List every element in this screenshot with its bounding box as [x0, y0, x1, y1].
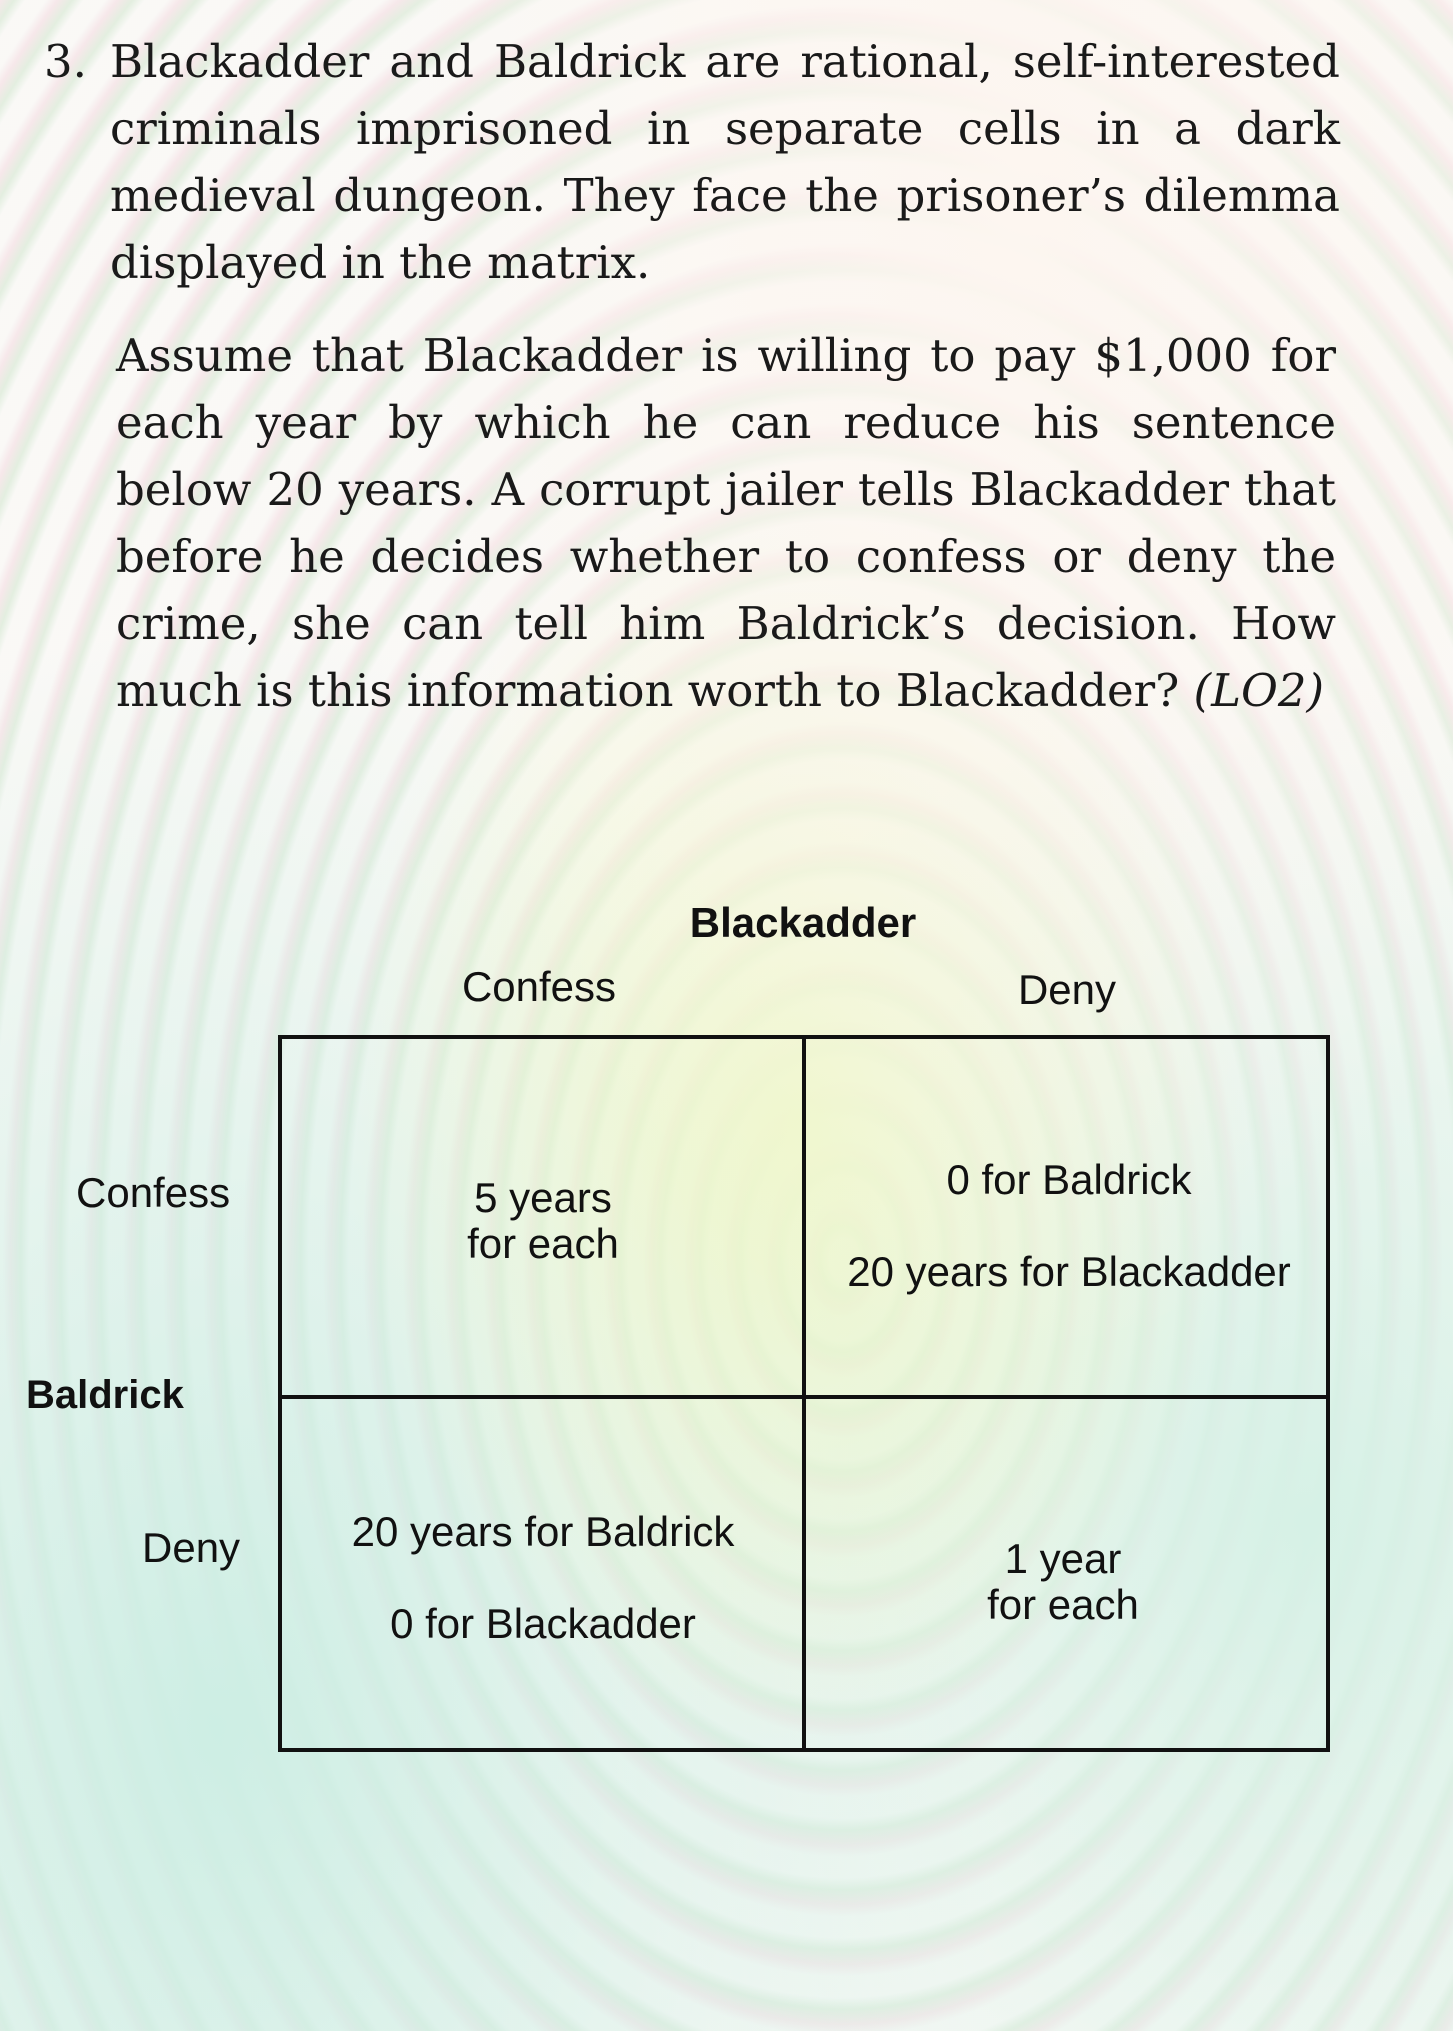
cell-line: 20 years for Blackadder — [847, 1248, 1291, 1295]
column-option-confess: Confess — [461, 963, 617, 1010]
grid-vertical-divider — [802, 1039, 806, 1748]
column-player-label: Blackadder — [689, 899, 917, 946]
cell-line: for each — [467, 1220, 619, 1267]
grid-horizontal-divider — [282, 1395, 1326, 1399]
cell-line: 0 for Baldrick — [946, 1156, 1192, 1203]
row-option-confess: Confess — [76, 1169, 231, 1216]
cell-line: 5 years — [474, 1174, 612, 1221]
row-option-deny: Deny — [142, 1524, 241, 1571]
problem-number: 3. — [44, 35, 87, 88]
problem-paragraph-1: Blackadder and Baldrick are rational, self-interested criminals imprisoned in separate cells in a dark medieval dungeon. They face the prisoner’s dilemma displayed in the matrix. — [110, 35, 1340, 289]
cell-line: 0 for Blackadder — [390, 1600, 696, 1647]
matrix-grid — [278, 1035, 1330, 1752]
row-player-label: Baldrick — [26, 1373, 184, 1417]
cell-confess-deny — [847, 1157, 1291, 1295]
learning-objective: (LO2) — [1193, 664, 1325, 717]
cell-line: for each — [987, 1581, 1139, 1628]
column-option-deny: Deny — [1017, 966, 1117, 1013]
question-text: Assume that Blackadder is willing to pay $1,000 for each year by which he can reduce his sentence below 20 years. A corrupt jailer tells Blackadder that before he decides whether to confess or deny the crime, she can tell him Baldrick’s decision. How much is this information worth to Blackadder? — [116, 329, 1336, 717]
cell-deny-deny — [987, 1536, 1139, 1628]
cell-line: 1 year — [1004, 1535, 1122, 1582]
cell-line: 20 years for Baldrick — [351, 1508, 735, 1555]
cell-deny-confess — [352, 1509, 735, 1647]
cell-confess-confess — [467, 1175, 619, 1267]
